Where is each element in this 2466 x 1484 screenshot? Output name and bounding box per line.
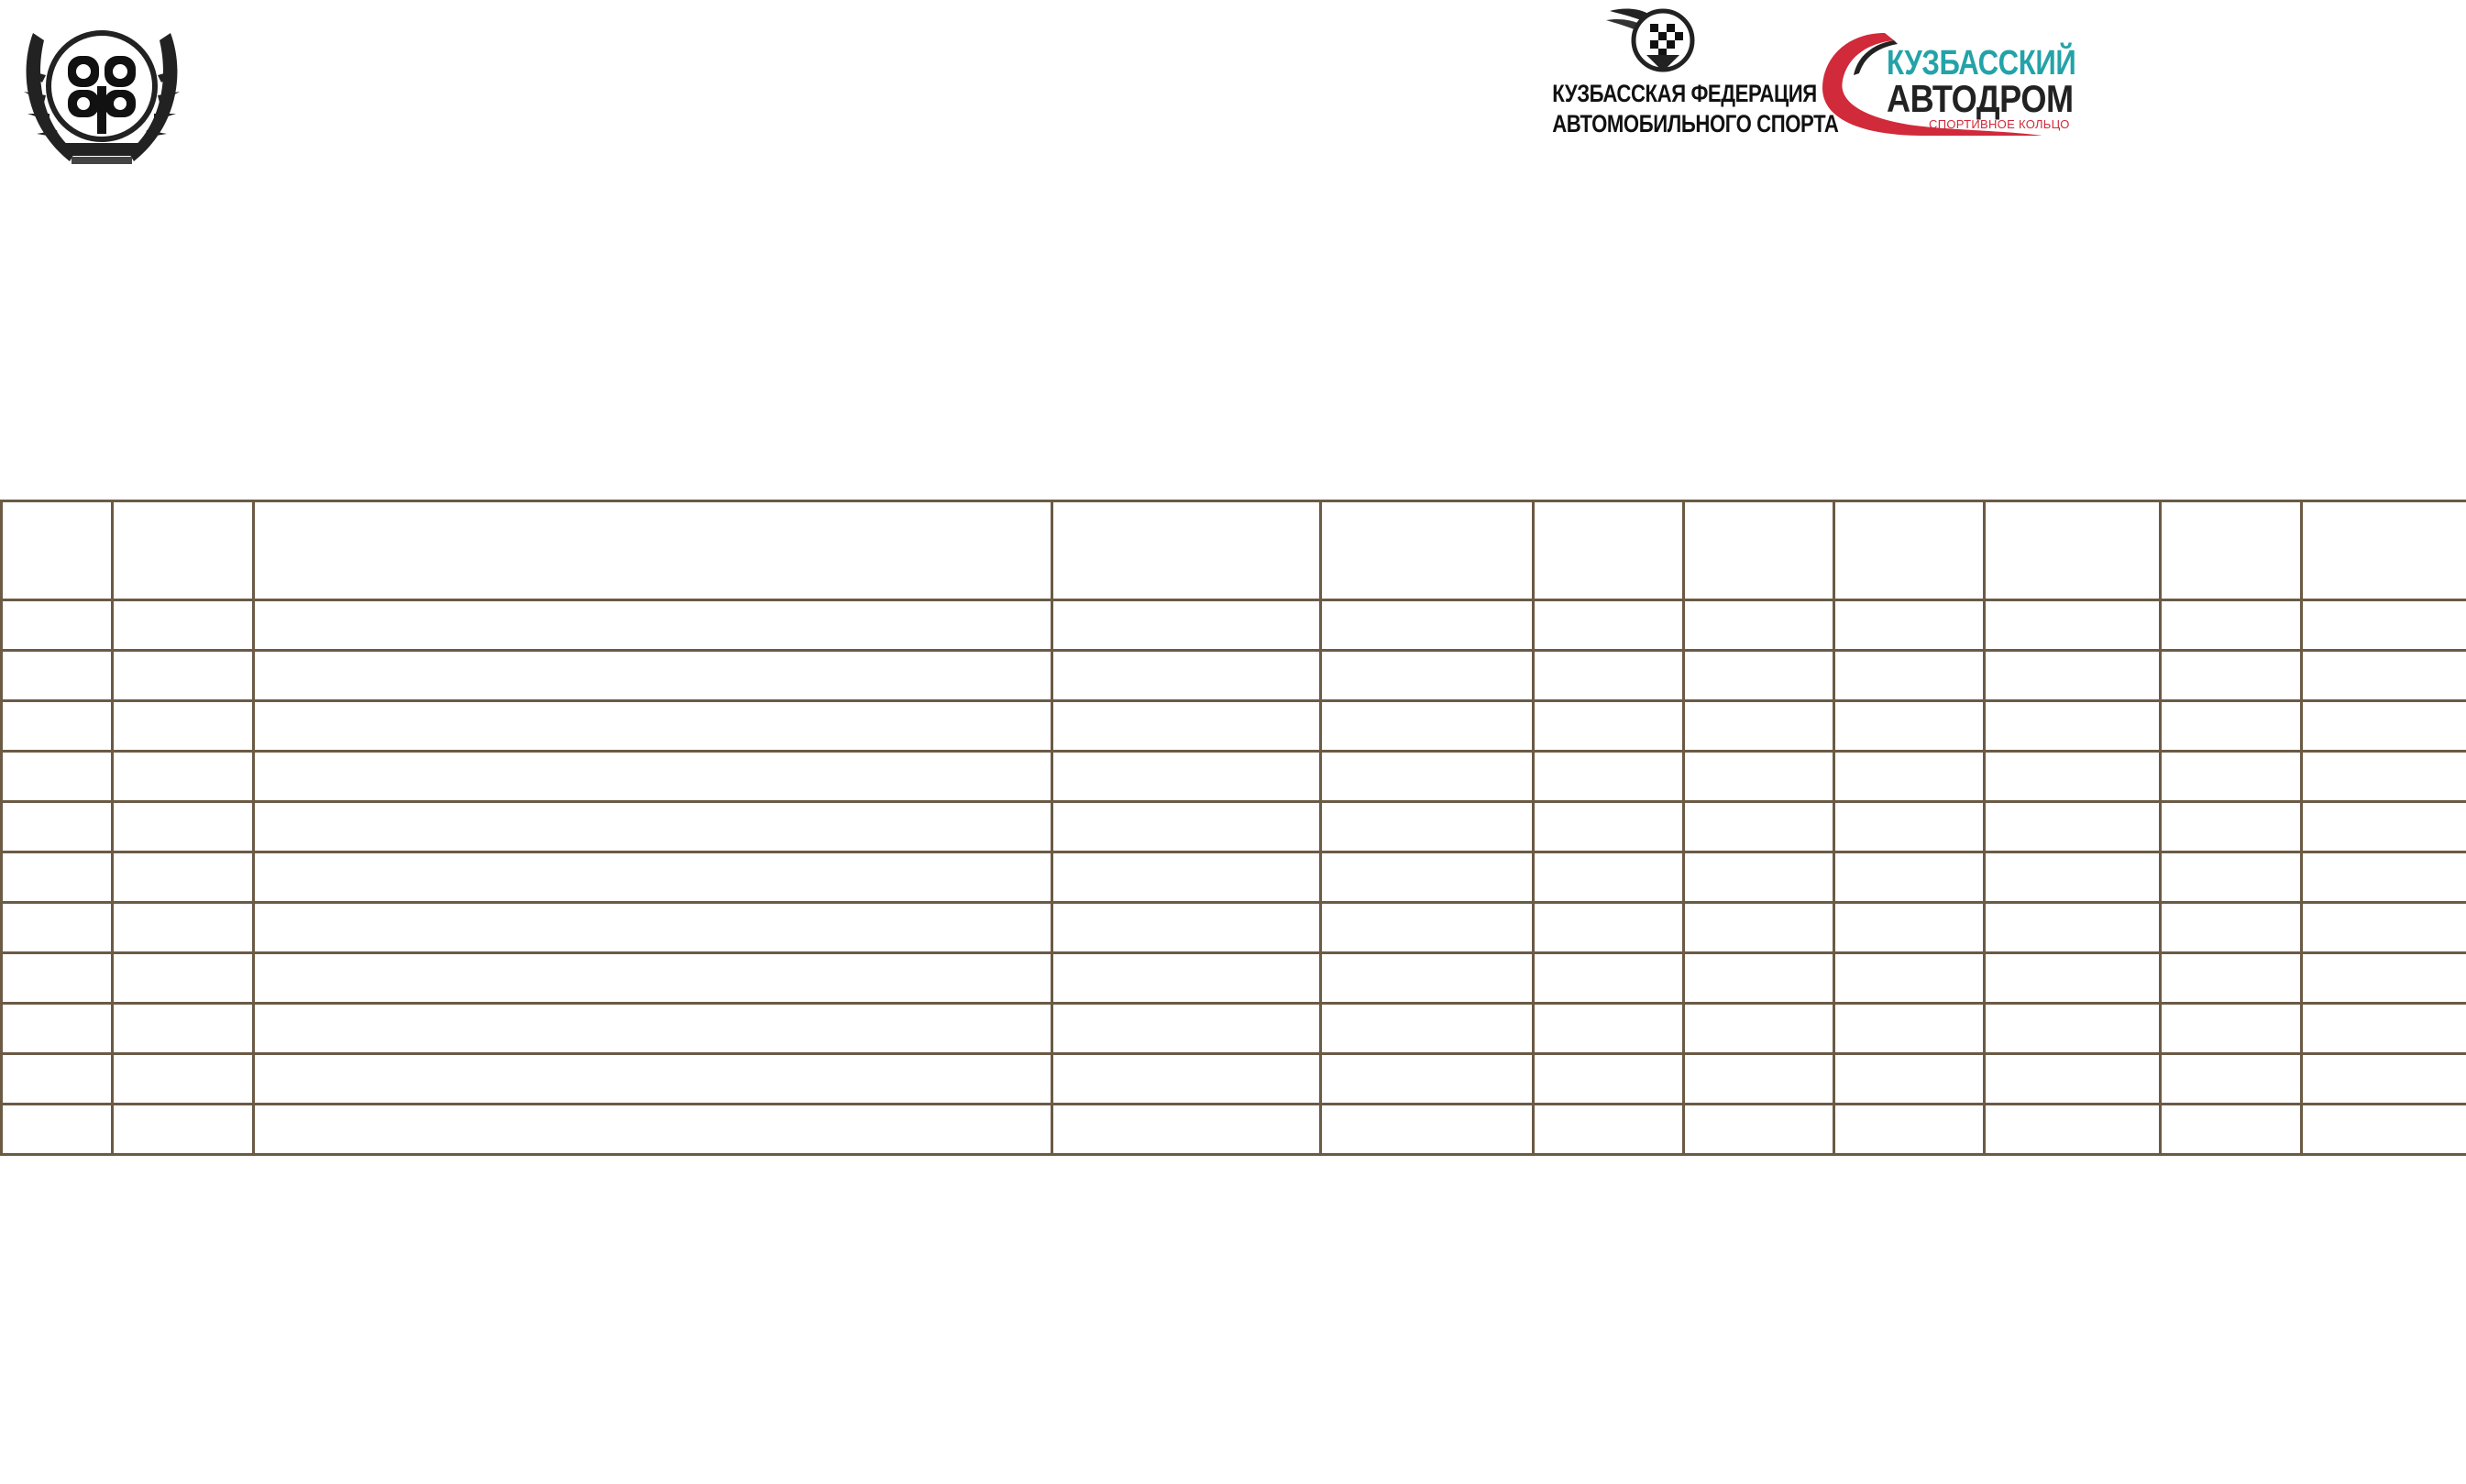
table-row — [2, 752, 2466, 802]
table-cell — [1321, 1054, 1534, 1105]
table-cell — [1052, 802, 1321, 852]
table-cell — [254, 1105, 1052, 1155]
table-cell — [2, 953, 113, 1004]
table-cell — [2161, 802, 2302, 852]
table-cell — [1834, 903, 1985, 953]
table-cell — [1834, 752, 1985, 802]
table-cell — [1052, 701, 1321, 752]
autodrom-title-line2: АВТОДРОМ — [1887, 77, 2074, 120]
table-cell — [2161, 600, 2302, 651]
table-cell — [1534, 701, 1684, 752]
table-cell — [1534, 903, 1684, 953]
header-cell — [2, 501, 113, 600]
table-cell — [113, 600, 254, 651]
autodrom-logo — [1817, 24, 2076, 143]
table-cell — [1985, 802, 2161, 852]
table-cell — [2302, 752, 2466, 802]
table-cell — [113, 651, 254, 701]
table-row — [2, 651, 2466, 701]
table-cell — [2161, 852, 2302, 903]
table-cell — [1534, 802, 1684, 852]
table-cell — [1534, 1004, 1684, 1054]
header-cell — [1684, 501, 1834, 600]
table-cell — [113, 953, 254, 1004]
table-cell — [1985, 1054, 2161, 1105]
table-cell — [1321, 752, 1534, 802]
table-row — [2, 1105, 2466, 1155]
table-cell — [2302, 1004, 2466, 1054]
table-cell — [1534, 953, 1684, 1004]
table-cell — [1052, 600, 1321, 651]
header-cell — [113, 501, 254, 600]
table-cell — [254, 600, 1052, 651]
table-cell — [1834, 600, 1985, 651]
table-cell — [1321, 802, 1534, 852]
table-cell — [2, 1105, 113, 1155]
table-cell — [2302, 903, 2466, 953]
table-cell — [1534, 651, 1684, 701]
table-cell — [2161, 701, 2302, 752]
table-cell — [1985, 953, 2161, 1004]
table-cell — [1534, 600, 1684, 651]
table-cell — [1985, 852, 2161, 903]
table-cell — [2, 802, 113, 852]
table-cell — [113, 701, 254, 752]
table-row — [2, 852, 2466, 903]
table-cell — [1834, 852, 1985, 903]
table-cell — [1985, 651, 2161, 701]
table-cell — [254, 852, 1052, 903]
checkered-flag-wing-icon — [1602, 4, 1712, 75]
table-cell — [1684, 903, 1834, 953]
table-cell — [1834, 1004, 1985, 1054]
table-cell — [2161, 953, 2302, 1004]
table-cell — [2302, 1105, 2466, 1155]
table-cell — [113, 752, 254, 802]
table-cell — [2161, 752, 2302, 802]
table-cell — [254, 752, 1052, 802]
table-cell — [254, 651, 1052, 701]
autodrom-tagline: СПОРТИВНОЕ КОЛЬЦО — [1929, 117, 2070, 131]
table-cell — [1321, 953, 1534, 1004]
table-cell — [254, 701, 1052, 752]
raf-emblem-logo — [15, 15, 189, 170]
table-cell — [1321, 1105, 1534, 1155]
table-cell — [1534, 752, 1684, 802]
table-cell — [2, 852, 113, 903]
header-cell — [1985, 501, 2161, 600]
table-cell — [1684, 1004, 1834, 1054]
table-cell — [113, 1054, 254, 1105]
table-cell — [254, 802, 1052, 852]
table-cell — [2302, 953, 2466, 1004]
table-header-row — [2, 501, 2466, 600]
table-cell — [254, 903, 1052, 953]
table-cell — [113, 802, 254, 852]
table-row — [2, 953, 2466, 1004]
table-cell — [113, 1105, 254, 1155]
table-cell — [1052, 1004, 1321, 1054]
table-cell — [1534, 1054, 1684, 1105]
table-cell — [2, 701, 113, 752]
table-cell — [1985, 1004, 2161, 1054]
table-cell — [1985, 903, 2161, 953]
table-row — [2, 600, 2466, 651]
header-cell — [2161, 501, 2302, 600]
table-cell — [113, 852, 254, 903]
table-cell — [2161, 903, 2302, 953]
table-cell — [1052, 953, 1321, 1004]
table-cell — [1985, 701, 2161, 752]
table-cell — [1834, 701, 1985, 752]
table-row — [2, 903, 2466, 953]
table-cell — [1834, 1105, 1985, 1155]
table-cell — [1321, 852, 1534, 903]
header-cell — [2302, 501, 2466, 600]
federation-name-line1: КУЗБАССКАЯ ФЕДЕРАЦИЯ — [1552, 80, 1817, 107]
table-cell — [254, 1054, 1052, 1105]
table-cell — [254, 1004, 1052, 1054]
table-cell — [1052, 651, 1321, 701]
table-cell — [2161, 1105, 2302, 1155]
table-cell — [2302, 852, 2466, 903]
table-body — [2, 600, 2466, 1155]
federation-name — [1552, 79, 1839, 139]
table-cell — [2, 1004, 113, 1054]
header-cell — [1052, 501, 1321, 600]
table-cell — [113, 903, 254, 953]
table-cell — [1321, 1004, 1534, 1054]
table-row — [2, 1004, 2466, 1054]
table-cell — [1534, 852, 1684, 903]
table-cell — [1684, 852, 1834, 903]
table-cell — [2302, 1054, 2466, 1105]
table-cell — [2, 651, 113, 701]
table-cell — [1985, 600, 2161, 651]
header-cell — [1834, 501, 1985, 600]
table-cell — [1684, 600, 1834, 651]
table-row — [2, 701, 2466, 752]
table-cell — [1052, 1105, 1321, 1155]
table-cell — [1985, 752, 2161, 802]
table-cell — [1684, 1105, 1834, 1155]
table-cell — [1052, 1054, 1321, 1105]
table-cell — [1834, 651, 1985, 701]
table-cell — [2, 1054, 113, 1105]
table-cell — [2, 600, 113, 651]
table-cell — [1834, 953, 1985, 1004]
raf-emblem-icon — [15, 15, 189, 170]
table-cell — [1684, 953, 1834, 1004]
header-cell — [254, 501, 1052, 600]
table-cell — [1321, 701, 1534, 752]
table-cell — [1684, 651, 1834, 701]
table-cell — [2302, 802, 2466, 852]
table-cell — [1321, 651, 1534, 701]
table-cell — [2161, 1054, 2302, 1105]
table-cell — [2161, 1004, 2302, 1054]
table-cell — [1052, 852, 1321, 903]
table-cell — [2302, 600, 2466, 651]
table-cell — [1684, 802, 1834, 852]
table-cell — [1321, 600, 1534, 651]
table-cell — [1052, 752, 1321, 802]
table-cell — [1834, 802, 1985, 852]
header-cell — [1321, 501, 1534, 600]
header-cell — [1534, 501, 1684, 600]
table-cell — [2, 903, 113, 953]
table-cell — [1684, 701, 1834, 752]
autodrom-title-line1: КУЗБАССКИЙ — [1887, 44, 2076, 82]
federation-logo — [1529, 4, 1839, 143]
table-cell — [1985, 1105, 2161, 1155]
table-cell — [1534, 1105, 1684, 1155]
federation-name-line2: АВТОМОБИЛЬНОГО СПОРТА — [1552, 110, 1839, 137]
table-row — [2, 1054, 2466, 1105]
table-cell — [2302, 701, 2466, 752]
table-cell — [1684, 1054, 1834, 1105]
table-cell — [1052, 903, 1321, 953]
table-cell — [2302, 651, 2466, 701]
table-cell — [254, 953, 1052, 1004]
table-cell — [2, 752, 113, 802]
results-table — [0, 500, 2466, 1150]
results-grid — [0, 500, 2466, 1156]
table-cell — [1321, 903, 1534, 953]
table-cell — [113, 1004, 254, 1054]
table-row — [2, 802, 2466, 852]
table-cell — [1834, 1054, 1985, 1105]
table-cell — [2161, 651, 2302, 701]
table-cell — [1684, 752, 1834, 802]
